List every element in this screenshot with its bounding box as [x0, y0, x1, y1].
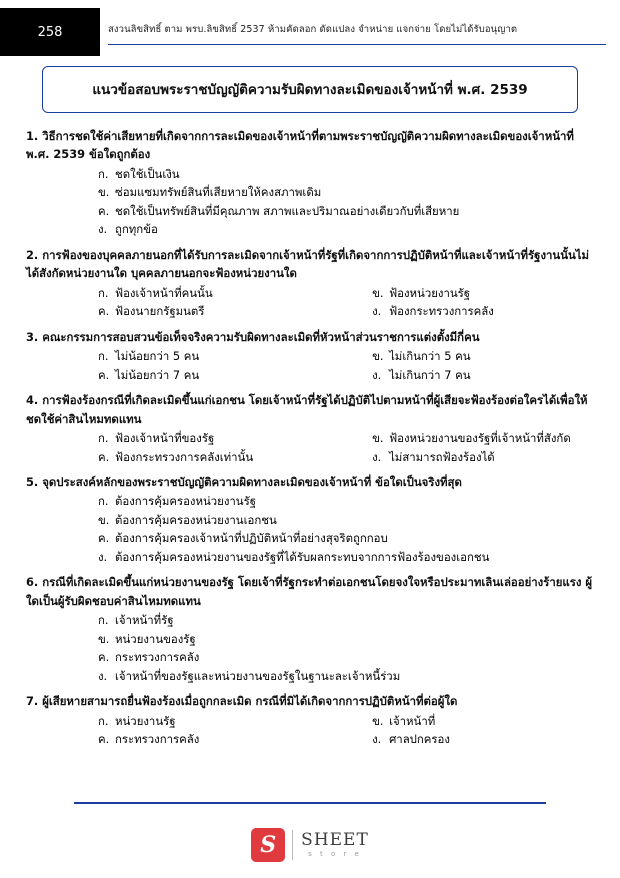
choices [26, 429, 594, 466]
choice-text: หน่วยงานของรัฐ [115, 631, 196, 646]
choice-label: ง. [98, 222, 108, 237]
question-body: วิธีการชดใช้ค่าเสียหายที่เกิดจากการละเมิดของเจ้าหน้าที่ตามพระราชบัญญัติความผิดทางละเมิดของเจ้าหน้าที่ พ.ศ. 2539 ข้อใดถูกต้อง [26, 129, 574, 162]
question-body: คณะกรรมการสอบสวนข้อเท็จจริงความรับผิดทางละเมิดที่หัวหน้าส่วนราชการแต่งตั้งมีกี่คน [42, 329, 480, 344]
choice-label: ก. [98, 285, 109, 300]
choice-option[interactable] [26, 366, 344, 384]
choice-label: ก. [98, 713, 109, 728]
choice-option[interactable] [26, 712, 344, 730]
choice-label: ข. [98, 185, 110, 200]
choice-option[interactable] [344, 448, 594, 466]
question-number: 1. [26, 129, 39, 143]
choice-row [26, 429, 594, 447]
question-item [26, 328, 594, 384]
question-text [26, 473, 594, 491]
choice-label: ข. [98, 512, 110, 527]
choice-option[interactable] [26, 548, 594, 566]
choice-option[interactable] [26, 511, 594, 529]
choice-label: ข. [372, 713, 384, 728]
choice-label: ค. [98, 531, 110, 546]
choice-text: ฟ้องหน่วยงานรัฐ [389, 285, 471, 300]
choice-text: ฟ้องนายกรัฐมนตรี [115, 304, 205, 319]
choice-text: กระทรวงการคลัง [115, 732, 200, 747]
choice-text: ไม่เกินกว่า 5 คน [389, 349, 471, 364]
choice-option[interactable] [344, 302, 594, 320]
question-item [26, 692, 594, 748]
choice-option[interactable] [26, 448, 344, 466]
choice-text: ไม่น้อยกว่า 5 คน [115, 349, 200, 364]
choice-option[interactable] [26, 630, 594, 648]
choice-text: ถูกทุกข้อ [115, 222, 158, 237]
choices [26, 611, 594, 685]
choice-label: ค. [98, 732, 110, 747]
choice-text: กระทรวงการคลัง [115, 650, 200, 665]
choice-row [26, 448, 594, 466]
logo-divider [292, 830, 293, 860]
choice-label: ก. [98, 166, 109, 181]
question-body: การฟ้องของบุคคลภายนอกที่ได้รับการละเมิดจากเจ้าหน้าที่รัฐที่เกิดจากการปฏิบัติหน้าที่และเจ้าหน้าที่รัฐงานนั้นไม่ได้สังกัดหน่วยงานใด บุคคลภายนอกจะฟ้องหน่วยงานใด [26, 247, 590, 281]
choice-label: ก. [98, 494, 109, 509]
question-item [26, 573, 594, 685]
choice-label: ก. [98, 613, 109, 628]
choice-text: เจ้าหน้าที่ [389, 713, 436, 728]
choice-option[interactable] [344, 429, 594, 447]
choice-text: ฟ้องกระทรวงการคลัง [389, 304, 494, 319]
choice-row [26, 284, 594, 302]
question-text [26, 328, 594, 346]
choice-option[interactable] [26, 202, 594, 220]
footer-divider [74, 802, 546, 804]
choice-option[interactable] [26, 611, 594, 629]
choices [26, 712, 594, 749]
choice-label: ง. [372, 449, 382, 464]
choice-text: ฟ้องเจ้าหน้าที่คนนั้น [115, 285, 213, 300]
choice-label: ค. [98, 367, 110, 382]
choices [26, 347, 594, 384]
choice-text: เจ้าหน้าที่รัฐ [115, 613, 174, 628]
choice-text: ไม่เกินกว่า 7 คน [389, 367, 471, 382]
choice-label: ง. [98, 668, 108, 683]
choice-option[interactable] [344, 284, 594, 302]
question-text [26, 127, 594, 164]
logo-text [301, 829, 369, 858]
logo-mark-icon: S [251, 828, 285, 862]
choice-option[interactable] [26, 529, 594, 547]
choice-option[interactable] [26, 302, 344, 320]
choice-text: เจ้าหน้าที่ของรัฐและหน่วยงานของรัฐในฐานะละเจ้าหนี้ร่วม [115, 668, 401, 683]
choice-label: ค. [98, 304, 110, 319]
question-item [26, 246, 594, 321]
choice-label: ค. [98, 650, 110, 665]
copyright-notice: สงวนลิขสิทธิ์ ตาม พรบ.ลิขสิทธิ์ 2537 ห้ามคัดลอก ดัดแปลง จำหน่าย แจกจ่าย โดยไม่ได้รับอนุญาต [108, 24, 518, 35]
choice-row [26, 347, 594, 365]
choice-label: ก. [98, 431, 109, 446]
logo-sub-text: s t o r e [308, 849, 362, 858]
question-text [26, 246, 594, 283]
choice-text: ฟ้องหน่วยงานของรัฐที่เจ้าหน้าที่สังกัด [389, 431, 571, 446]
choice-option[interactable] [26, 165, 594, 183]
choice-label: ค. [98, 203, 110, 218]
choice-label: ค. [98, 449, 110, 464]
question-body: กรณีที่เกิดละเมิดขึ้นแก่หน่วยงานของรัฐ โดยเจ้าที่รัฐกระทำต่อเอกชนโดยจงใจหรือประมาทเลินเล่ออย่างร้ายแรง ผู้ใดเป็นผู้รับผิดชอบค่าสินไหมทดแทน [26, 575, 593, 608]
question-body: ผู้เสียหายสามารถยื่นฟ้องร้องเมื่อถูกกละเมิด กรณีที่มิได้เกิดจากการปฏิบัติหน้าที่ต่อผู้ใด [42, 694, 458, 709]
question-text [26, 391, 594, 428]
question-item [26, 473, 594, 566]
choices [26, 492, 594, 566]
choice-text: ต้องการคุ้มครองหน่วยงานรัฐ [115, 494, 256, 509]
page-header [0, 0, 620, 56]
choice-text: ฟ้องกระทรวงการคลังเท่านั้น [115, 449, 254, 464]
choice-row [26, 366, 594, 384]
choice-label: ง. [372, 732, 382, 747]
choice-option[interactable] [344, 347, 594, 365]
question-number: 6. [26, 575, 39, 590]
choice-text: ต้องการคุ้มครองเจ้าหน้าที่ปฏิบัติหน้าที่อย่างสุจริตถูกกอบ [115, 531, 388, 546]
choice-row [26, 712, 594, 730]
choices [26, 284, 594, 321]
choice-text: หน่วยงานรัฐ [115, 713, 176, 728]
choice-option[interactable] [26, 429, 344, 447]
question-text [26, 692, 594, 710]
questions-list [26, 127, 594, 749]
choice-option[interactable] [26, 183, 594, 201]
choice-option[interactable] [26, 284, 344, 302]
choice-text: ไม่น้อยกว่า 7 คน [115, 367, 200, 382]
choice-label: ง. [98, 549, 108, 564]
choice-text: ต้องการคุ้มครองหน่วยงานเอกชน [115, 512, 277, 527]
choice-text: ไม่สามารถฟ้องร้องได้ [389, 449, 495, 464]
choice-text: ซ่อมแซมทรัพย์สินที่เสียหายให้คงสภาพเดิม [115, 185, 322, 200]
choice-option[interactable] [344, 366, 594, 384]
choice-text: ชดใช้เป็นเงิน [115, 166, 180, 181]
choice-row [26, 730, 594, 748]
question-number: 2. [26, 247, 39, 262]
choice-option[interactable] [26, 648, 594, 666]
question-item [26, 127, 594, 239]
choice-option[interactable] [26, 667, 594, 685]
choice-label: ข. [372, 285, 384, 300]
question-number: 5. [26, 474, 39, 489]
page-title: แนวข้อสอบพระราชบัญญัติความรับผิดทางละเมิดของเจ้าหน้าที่ พ.ศ. 2539 [92, 82, 528, 98]
choice-option[interactable] [344, 712, 594, 730]
question-number: 4. [26, 393, 39, 408]
question-body: จุดประสงค์หลักของพระราชบัญญัติความผิดทางละเมิดของเจ้าหน้าที่ ข้อใดเป็นจริงที่สุด [42, 474, 462, 489]
choice-text: ฟ้องเจ้าหน้าที่ของรัฐ [115, 431, 215, 446]
question-item [26, 391, 594, 466]
question-text [26, 573, 594, 610]
choices [26, 165, 594, 239]
header-divider [108, 44, 606, 45]
choice-label: ง. [372, 367, 382, 382]
choice-option[interactable] [26, 730, 344, 748]
choice-label: ข. [372, 349, 384, 364]
brand-logo [0, 828, 620, 862]
logo-main-text: SHEET [301, 829, 369, 850]
choice-label: ง. [372, 304, 382, 319]
exam-title-box [42, 66, 578, 113]
choice-label: ก. [98, 349, 109, 364]
choice-label: ข. [98, 631, 110, 646]
choice-option[interactable] [344, 730, 594, 748]
choice-option[interactable] [26, 492, 594, 510]
page-number-badge: 258 [0, 8, 100, 56]
question-body: การฟ้องร้องกรณีที่เกิดละเมิดขึ้นแก่เอกชน โดยเจ้าหน้าที่รัฐได้ปฏิบัติไปตามหน้าที่ผู้เสียจะฟ้องร้องต่อใครได้เพื่อให้ชดใช้ค่าสินไหมทดแทน [26, 393, 588, 426]
choice-text: ศาลปกครอง [389, 732, 450, 747]
choice-option[interactable] [26, 220, 594, 238]
choice-label: ข. [372, 431, 384, 446]
choice-text: ต้องการคุ้มครองหน่วยงานของรัฐที่ได้รับผลกระทบจากการฟ้องร้องของเอกชน [115, 549, 490, 564]
question-number: 3. [26, 329, 39, 344]
question-number: 7. [26, 694, 39, 709]
choice-text: ชดใช้เป็นทรัพย์สินที่มีคุณภาพ สภาพและปริมาณอย่างเดียวกับที่เสียหาย [115, 203, 460, 218]
choice-option[interactable] [26, 347, 344, 365]
choice-row [26, 302, 594, 320]
